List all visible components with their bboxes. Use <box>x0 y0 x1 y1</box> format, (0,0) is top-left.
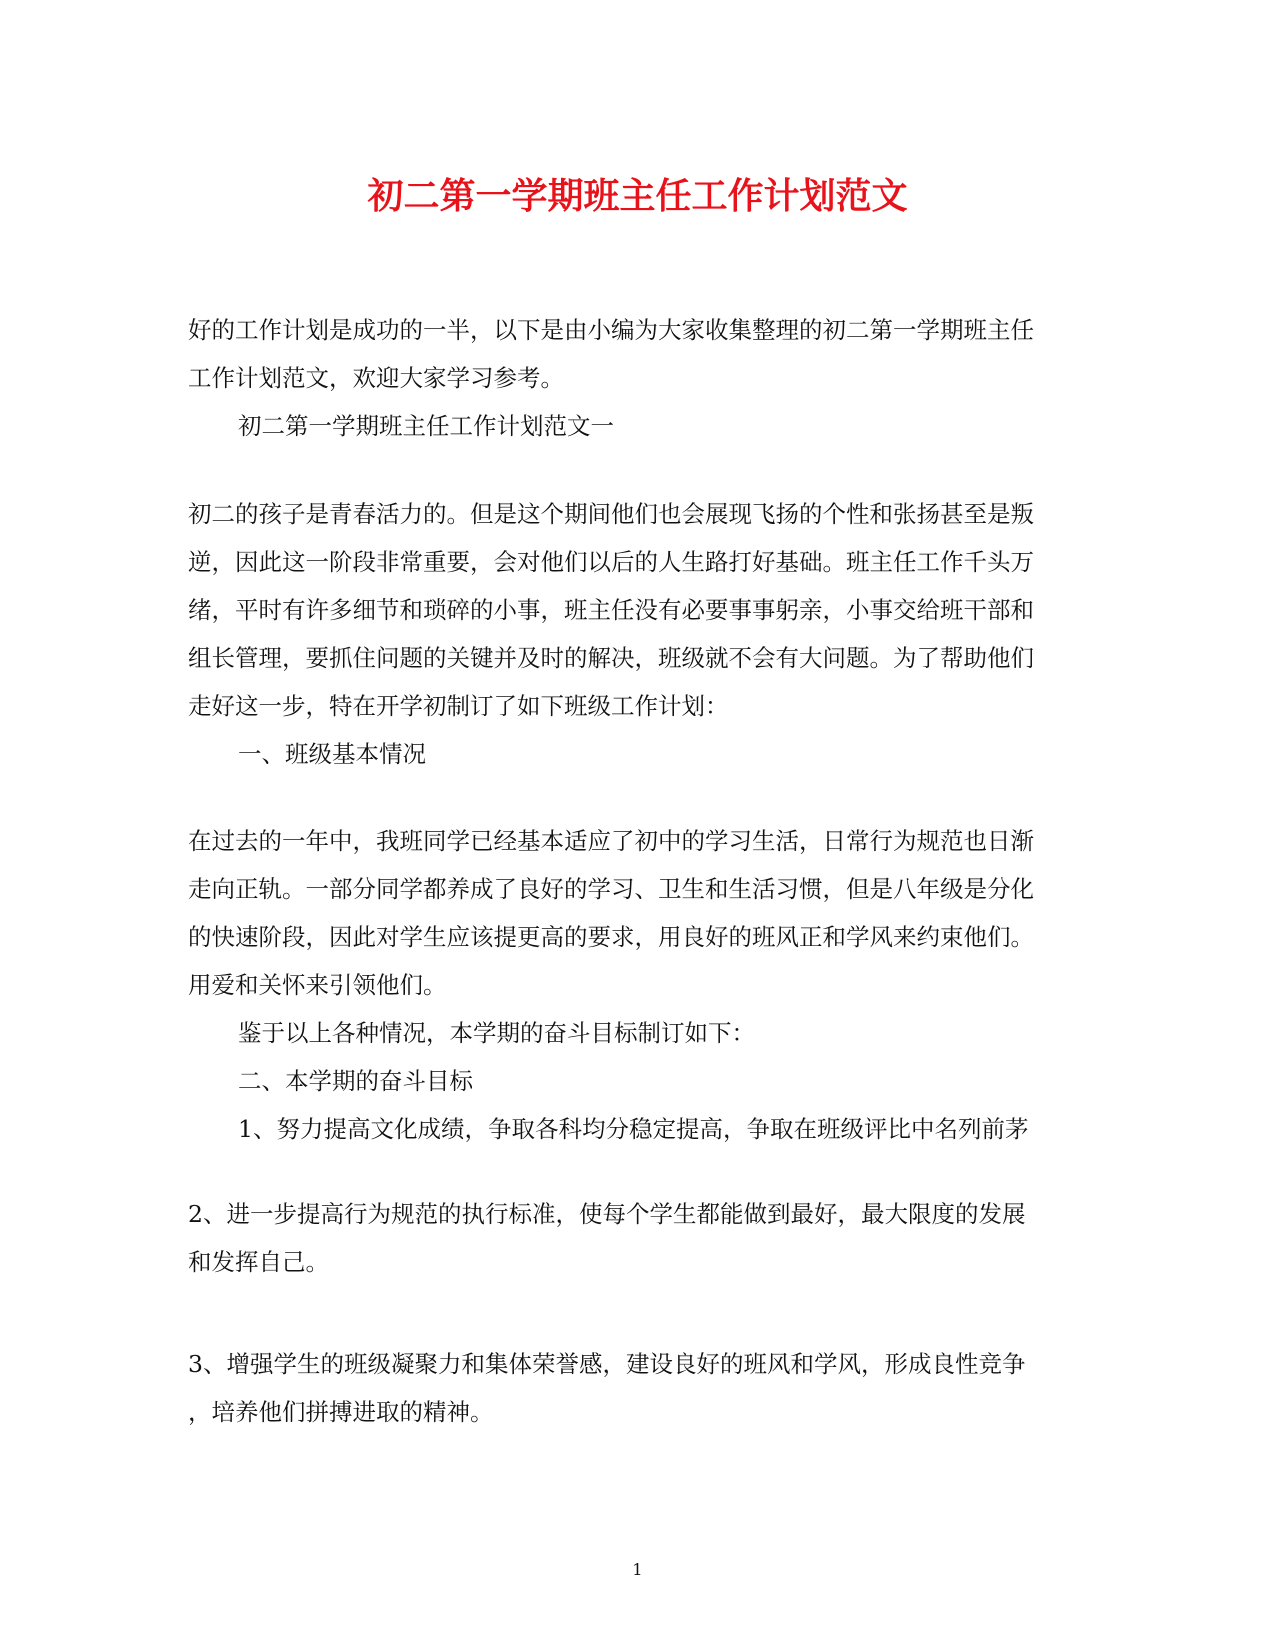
goal-item-2 <box>188 1190 1088 1286</box>
text-line: 用爱和关怀来引领他们。 <box>188 971 447 999</box>
document-subtitle: 初二第一学期班主任工作计划范文一 <box>238 412 614 440</box>
text-line: 2、进一步提高行为规范的执行标准，使每个学生都能做到最好，最大限度的发展 <box>188 1200 1026 1228</box>
goal-item-1: 1、努力提高文化成绩，争取各科均分稳定提高，争取在班级评比中名列前茅 <box>238 1115 1029 1143</box>
text-line: 逆，因此这一阶段非常重要，会对他们以后的人生路打好基础。班主任工作千头万 <box>188 548 1034 576</box>
text-line: 的快速阶段，因此对学生应该提更高的要求，用良好的班风正和学风来约束他们。 <box>188 923 1034 951</box>
text-line: 好的工作计划是成功的一半，以下是由小编为大家收集整理的初二第一学期班主任 <box>188 316 1034 344</box>
text-line: 在过去的一年中，我班同学已经基本适应了初中的学习生活，日常行为规范也日渐 <box>188 827 1034 855</box>
page-number: 1 <box>632 1560 643 1579</box>
goal-item-3 <box>188 1340 1088 1436</box>
document-title: 初二第一学期班主任工作计划范文 <box>367 175 908 217</box>
text-line: 组长管理，要抓住问题的关键并及时的解决，班级就不会有大问题。为了帮助他们 <box>188 644 1034 672</box>
paragraph-3: 鉴于以上各种情况，本学期的奋斗目标制订如下： <box>238 1019 755 1047</box>
paragraph-2 <box>188 817 1088 1153</box>
text-line: 3、增强学生的班级凝聚力和集体荣誉感，建设良好的班风和学风，形成良性竞争 <box>188 1350 1026 1378</box>
text-line: 绪，平时有许多细节和琐碎的小事，班主任没有必要事事躬亲，小事交给班干部和 <box>188 596 1034 624</box>
text-line: 工作计划范文，欢迎大家学习参考。 <box>188 364 564 392</box>
text-line: 初二的孩子是青春活力的。但是这个期间他们也会展现飞扬的个性和张扬甚至是叛 <box>188 500 1034 528</box>
paragraph-1 <box>188 490 1088 778</box>
text-line: ，培养他们拼搏进取的精神。 <box>188 1398 494 1426</box>
text-line: 走向正轨。一部分同学都养成了良好的学习、卫生和生活习惯，但是八年级是分化 <box>188 875 1034 903</box>
section-heading-2: 二、本学期的奋斗目标 <box>238 1067 473 1095</box>
section-heading-1: 一、班级基本情况 <box>238 740 426 768</box>
intro-paragraph <box>188 306 1088 450</box>
text-line: 走好这一步，特在开学初制订了如下班级工作计划： <box>188 692 729 720</box>
text-line: 和发挥自己。 <box>188 1248 329 1276</box>
